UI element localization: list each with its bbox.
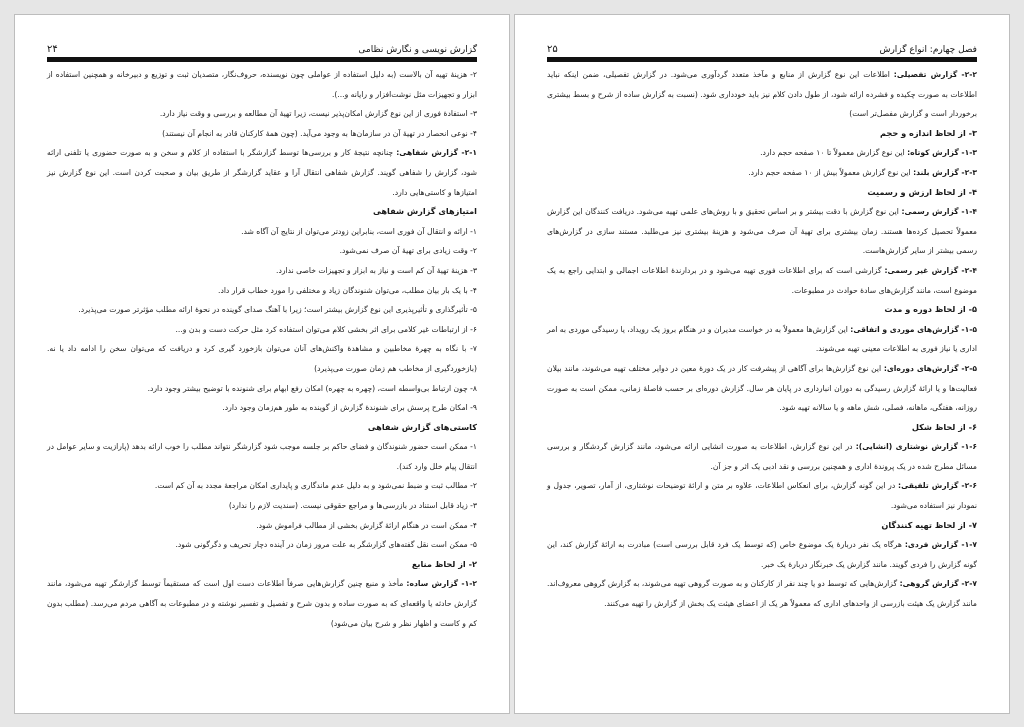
paragraph (547, 574, 977, 613)
paragraph-text: این نوع گزارش معمولاً تا ۱۰ صفحه حجم دارد. (760, 148, 908, 158)
paragraph-text: ۳- زیاد قابل استناد در بازرسی‌ها و مراجع حقوقی نیست. (سندیت لازم را ندارد) (228, 501, 477, 511)
paragraph-text: ۳- استفادهٔ فوری از این نوع گزارش امکان‌پذیر نیست، زیرا تهیهٔ آن مطالعه و بررسی و وقت نیاز دارد. (159, 109, 477, 119)
subsection-title: ۲-۲- گزارش تفصیلی: (893, 70, 977, 79)
paragraph (547, 65, 977, 124)
running-title: گزارش نویسی و نگارش نظامی (358, 45, 477, 55)
paragraph (47, 261, 477, 281)
paragraph-text: ۵- ممکن است نقل گفته‌های گزارشگر به علت مرور زمان در آینده دچار تحریف و دگرگونی شود. (175, 540, 477, 550)
paragraph (47, 241, 477, 261)
paragraph (47, 437, 477, 476)
header-rule (547, 57, 977, 62)
section-heading (47, 418, 477, 438)
paragraph (47, 124, 477, 144)
page-right (514, 14, 1010, 714)
paragraph (47, 496, 477, 516)
section-heading (547, 183, 977, 203)
subsection-title: ۲-۶- گزارش تلفیقی: (898, 481, 977, 491)
heading-text: ۳- از لحاظ اندازه و حجم (880, 127, 977, 138)
paragraph (47, 300, 477, 320)
subsection-title: ۱-۷- گزارش فردی: (904, 540, 977, 550)
paragraph-text: گزارشی است که برای اطلاعات فوری تهیه می‌شود و در بردارندهٔ اطلاعات اجمالی و ابتدایی راجع به یک موضوع است، مانند گزارش‌های سادهٔ حوادث در مطبوعات. (547, 265, 977, 295)
paragraph (547, 359, 977, 418)
heading-text: امتیازهای گزارش شفاهی (373, 206, 477, 217)
paragraph-text: در این گونه گزارش، برای انعکاس اطلاعات، علاوه بر متن و ارائهٔ توضیحات نوشتاری، از آمار، تصویر، جدول و نمودار نیز استفاده می‌شود. (547, 481, 977, 511)
section-heading (47, 202, 477, 222)
heading-text: ۶- از لحاظ شکل (911, 421, 977, 432)
running-title: فصل چهارم: انواع گزارش (879, 45, 977, 55)
paragraph-text: این نوع گزارش معمولاً بیش از ۱۰ صفحه حجم دارد. (748, 167, 914, 177)
heading-text: ۴- از لحاظ ارزش و رسمیت (867, 186, 977, 197)
heading-text: ۷- از لحاظ تهیه کنندگان (881, 519, 977, 530)
paragraph (47, 281, 477, 301)
subsection-title: ۱-۲- گزارش ساده: (406, 579, 477, 589)
page-number: ۲۵ (547, 44, 558, 55)
paragraph-text: این نوع گزارش‌ها برای آگاهی از پیشرفت کار در یک دورهٔ معین در دوایر مختلف تهیه می‌شوند، مانند بیلان فعالیت‌ها و یا ارائهٔ گزارش رسیدگی به دوران انبارداری در پایان هر سال. گزارش دوره‌ای بر حسب فاصلهٔ زمانی، ممکن است به صورت روزانه، هفتگی، ماهانه، فصلی، شش ماهه و یا سالانه تهیه شود. (547, 363, 977, 413)
header-rule (47, 57, 477, 62)
paragraph-text: ۸- چون ارتباط بی‌واسطه است، (چهره به چهره) امکان رفع ابهام برای شنونده با توضیح بیشتر وجود دارد. (147, 383, 477, 393)
subsection-title: ۱-۴- گزارش رسمی: (901, 207, 977, 217)
subsection-title: ۱-۵- گزارش‌های موردی و اتفاقی: (850, 324, 977, 334)
paragraph (547, 437, 977, 476)
section-heading (47, 555, 477, 575)
paragraph (47, 574, 477, 633)
paragraph (47, 535, 477, 555)
paragraph-text: اطلاعات این نوع گزارش از منابع و مآخذ متعدد گردآوری می‌شود. در گزارش تفصیلی، ضمن اینکه نباید اطلاعات به صورت چکیده و فشرده ارائه شود، از طول دادن کلام نیز باید خودداری شود. (نسبت به گزارش ساده از شرح و بسط بیشتری برخوردار است و گزارش مفصل‌تر است) (547, 70, 977, 119)
paragraph-text: این نوع گزارش با دقت بیشتر و بر اساس تحقیق و با روش‌های علمی تهیه می‌شود. دریافت کنندگان این گزارش معمولاً تحصیل کرده‌ها هستند. زمان بیشتری برای تهیهٔ آن صرف می‌شود و هزینهٔ بیشتری نیز می‌طلبد. مستند سازی در گزارش‌های رسمی بیشتر از سایر گزارش‌هاست. (547, 207, 977, 256)
page-number: ۲۴ (47, 44, 58, 55)
paragraph-text: ۲- وقت زیادی برای تهیهٔ آن صرف نمی‌شود. (339, 246, 477, 256)
paragraph-text: گزارش‌هایی که توسط دو یا چند نفر از کارکنان و به صورت گروهی تهیه می‌شوند، به گزارش گروهی معروف‌اند. مانند گزارش یک هیئت بازرسی از واحدهای اداری که معمولاً هر یک از اعضای هیئت یک بخش از گزارش را تهیه می‌کنند. (547, 579, 977, 609)
page-header (547, 39, 977, 55)
paragraph (547, 476, 977, 515)
subsection-title: ۲-۳- گزارش بلند: (913, 167, 977, 177)
subsection-title: ۲-۱- گزارش شفاهی: (396, 148, 477, 158)
subsection-title: ۱-۳- گزارش کوتاه: (907, 148, 977, 158)
paragraph (547, 535, 977, 574)
paragraph-text: چنانچه نتیجهٔ کار و بررسی‌ها توسط گزارشگر با استفاده از کلام و سخن و به صورت حضوری یا تلفنی ارائه شود، گزارش را شفاهی گویند. گزارش شفاهی انتقال آرا و عقاید گزارشگر از طریق بیان و صحبت کردن است. این نوع گزارش نیز امتیازها و کاستی‌هایی دارد. (47, 148, 477, 197)
paragraph (47, 65, 477, 104)
page-left (14, 14, 510, 714)
heading-text: ۲- از لحاظ منابع (411, 558, 477, 569)
paragraph-text: ۱- ممکن است حضور شنوندگان و فضای حاکم بر جلسه موجب شود گزارشگر نتواند مطلب را خوب ارائه بدهد (پارازیت و سایر عوامل در انتقال پیام خلل وارد کند). (47, 442, 477, 471)
section-heading (547, 516, 977, 536)
paragraph (547, 143, 977, 163)
subsection-title: ۲-۵- گزارش‌های دوره‌ای: (883, 363, 977, 373)
paragraph-text: ۲- هزینهٔ تهیه آن بالاست (به دلیل استفاده از عواملی چون نویسنده، حروف‌نگار، متصدیان ثبت و توزیع و دبیرخانه و همچنین استفاده از ابزار و تجهیزات مثل نوشت‌افزار و رایانه و...). (47, 70, 477, 99)
heading-text: ۵- از لحاظ دوره و مدت (884, 304, 977, 315)
paragraph-text: ۳- هزینهٔ تهیهٔ آن کم است و نیاز به ابزار و تجهیزات خاصی ندارد. (276, 265, 477, 275)
paragraph (47, 476, 477, 496)
paragraph (47, 339, 477, 378)
section-heading (547, 418, 977, 438)
paragraph (547, 320, 977, 359)
subsection-title: ۲-۴- گزارش غیر رسمی: (884, 265, 977, 275)
paragraph-text: ۷- با نگاه به چهرهٔ مخاطبین و مشاهدهٔ واکنش‌های آنان می‌توان بازخورد گیری کرد و دریافت که می‌توان سخن را ادامه داد یا نه. (بازخوردگیری از مخاطب هم زمان صورت می‌پذیرد) (47, 344, 477, 373)
subsection-title: ۱-۶- گزارش نوشتاری (انشایی): (855, 442, 977, 452)
paragraph-text: ۵- تأثیرگذاری و تأثیرپذیری این نوع گزارش بیشتر است؛ زیرا با آهنگ صدای گوینده در نحوهٔ ارائه مطلب مؤثرتر صورت می‌پذیرد. (78, 305, 477, 315)
paragraph (547, 163, 977, 183)
paragraph-text: ۴- ممکن است در هنگام ارائهٔ گزارش بخشی از مطالب فراموش شود. (256, 520, 477, 530)
paragraph-text: این گزارش‌ها معمولاً به در خواست مدیران و در هنگام بروز یک رویداد، یا رسیدگی موردی به امر اداری یا نیاز فوری به اطلاعات معینی تهیه می‌شوند. (547, 324, 977, 354)
paragraph-text: ۶- از ارتباطات غیر کلامی برای اثر بخشی کلام می‌توان استفاده کرد مثل حرکت دست و بدن و... (175, 324, 477, 334)
paragraph-text: مأخذ و منبع چنین گزارش‌هایی صرفاً اطلاعات دست اول است که مستقیماً توسط گزارشگر تهیه می‌شود، مانند گزارش حادثه یا واقعه‌ای که به صورت ساده و بدون شرح و تفصیل و تفسیر نوشته و در مطبوعات به آگاهی مردم می‌رسد. (مطلب بدون کم و کاست و اظهار نظر و شرح بیان می‌شود) (47, 579, 477, 628)
paragraph (47, 379, 477, 399)
page-header (47, 39, 477, 55)
paragraph (47, 222, 477, 242)
paragraph-text: ۱- ارائه و انتقال آن فوری است، بنابراین زودتر می‌توان از نتایج آن آگاه شد. (241, 226, 477, 236)
paragraph-text: هرگاه یک نفر دربارهٔ یک موضوع خاص (که توسط یک فرد قابل بررسی است) مبادرت به ارائهٔ گزارش کند، این گونه گزارش را فردی گویند. مانند گزارش یک خبرنگار دربارهٔ یک خبر. (547, 540, 977, 569)
heading-text: کاستی‌های گزارش شفاهی (367, 421, 477, 432)
paragraph (47, 398, 477, 418)
paragraph-text: در این نوع گزارش، اطلاعات به صورت انشایی ارائه می‌شود، مانند گزارش گردشگار و بررسی مسائل مطرح شده در یک پروندهٔ اداری و همچنین بررسی و نقد ادبی یک اثر و جز آن. (547, 442, 977, 471)
paragraph-text: ۴- نوعی انحصار در تهیهٔ آن در سازمان‌ها به وجود می‌آید. (چون همهٔ کارکنان قادر به انجام آن نیستند) (162, 128, 477, 138)
paragraph-text: ۲- مطالب ثبت و ضبط نمی‌شود و به دلیل عدم ماندگاری و پایداری امکان مراجعهٔ مجدد به آن کم است. (154, 481, 477, 491)
paragraph (547, 261, 977, 300)
paragraph (47, 516, 477, 536)
paragraph (47, 143, 477, 202)
section-heading (547, 300, 977, 320)
paragraph-text: ۹- امکان طرح پرسش برای شنوندهٔ گزارش از گوینده به طور هم‌زمان وجود دارد. (222, 403, 477, 413)
paragraph-text: ۴- با یک بار بیان مطلب، می‌توان شنوندگان زیاد و مختلفی را مورد خطاب قرار داد. (218, 285, 477, 295)
paragraph (47, 320, 477, 340)
paragraph (547, 202, 977, 261)
paragraph (47, 104, 477, 124)
section-heading (547, 124, 977, 144)
subsection-title: ۲-۷- گزارش گروهی: (899, 579, 977, 589)
page-body (547, 65, 977, 614)
page-body (47, 65, 477, 633)
